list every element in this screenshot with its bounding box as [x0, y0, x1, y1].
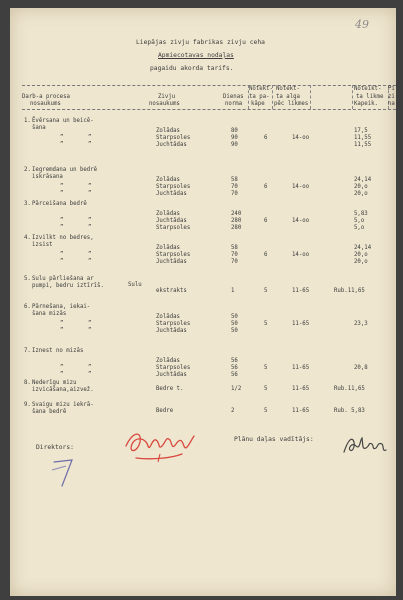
fish-name: Starpsoles	[156, 225, 191, 231]
process-name: Iznest no mizās	[32, 348, 84, 354]
daily-norm: 240	[231, 211, 242, 217]
ditto-mark: ”	[88, 328, 92, 334]
wage-rate: 11-65	[292, 365, 310, 371]
row-number: 8.	[24, 380, 31, 386]
ditto-mark: ”	[60, 225, 64, 231]
grade-category: 5	[264, 321, 268, 327]
daily-norm: 70	[231, 191, 238, 197]
director-label: Direktors:	[36, 444, 74, 451]
ditto-mark: ”	[60, 259, 64, 265]
col-header-cat-c-2: ta likme	[356, 94, 384, 100]
process-name: Nederīgu mizu	[32, 380, 77, 386]
col-header-cat-d-1: Pi	[388, 86, 395, 92]
col-header-cat-d-2: zi	[388, 94, 395, 100]
fish-name: Zolādas	[156, 211, 180, 217]
daily-norm: 280	[231, 218, 242, 224]
process-name: Ēvērsana un beicē-	[32, 118, 94, 124]
col-header-cat-b-1: Notekt-	[276, 86, 300, 92]
col-header-fish-1: Zivju	[158, 94, 176, 100]
ditto-mark: ”	[60, 135, 64, 141]
daily-norm: 56	[231, 365, 238, 371]
wage-rate: 11-65	[292, 321, 310, 327]
fish-name: Starpsoles	[156, 184, 191, 190]
process-name: Sulu pārliešana ar	[32, 276, 94, 282]
grade-category: 5	[264, 408, 268, 414]
title-line-3: pagaidu akorda tarifs.	[150, 65, 234, 72]
grade-category: 6	[264, 135, 268, 141]
title-line-1: Liepājas zivju fabrikas zivju ceha	[136, 39, 265, 46]
daily-norm: 70	[231, 252, 238, 258]
daily-norm: 1	[231, 288, 235, 294]
process-name: Pārnešana, iekai-	[32, 304, 91, 310]
piece-rate: 20,8	[354, 365, 368, 371]
ditto-mark: ”	[60, 372, 64, 378]
piece-rate: 17,5	[354, 128, 368, 134]
col-header-cat-a-1: Notekt-	[249, 86, 273, 92]
ditto-mark: ”	[88, 184, 92, 190]
fish-name: Starpsoles	[156, 135, 191, 141]
daily-norm: 70	[231, 259, 238, 265]
piece-rate: 24,14	[354, 245, 372, 251]
piece-rate: 5,o	[354, 225, 365, 231]
plan-head-signature-icon	[342, 432, 390, 458]
process-name: pumpi, bedru iztīrīš.	[32, 283, 104, 289]
row-number: 7.	[24, 348, 31, 354]
piece-rate: Rub.11,65	[334, 288, 365, 294]
col-header-cat-d-3: na	[388, 101, 395, 107]
daily-norm: 56	[231, 372, 238, 378]
fish-name: Zolādas	[156, 358, 180, 364]
daily-norm: 70	[231, 184, 238, 190]
ditto-mark: ”	[88, 372, 92, 378]
fish-name: Starpsoles	[156, 365, 191, 371]
piece-rate: 11,55	[354, 142, 372, 148]
grade-category: 6	[264, 218, 268, 224]
ditto-mark: ”	[88, 259, 92, 265]
ditto-mark: ”	[60, 252, 64, 258]
piece-rate: 20,o	[354, 259, 368, 265]
piece-rate: 5,83	[354, 211, 368, 217]
plan-head-label: Plānu daļas vadītājs:	[234, 436, 314, 443]
grade-category: 6	[264, 252, 268, 258]
ditto-mark: ”	[60, 365, 64, 371]
wage-rate: 11-65	[292, 288, 310, 294]
col-header-cat-b-2: ta alga	[276, 94, 300, 100]
daily-norm: 50	[231, 321, 238, 327]
row-number: 3.	[24, 201, 31, 207]
wage-rate: 14-oo	[292, 218, 310, 224]
piece-rate: 5,o	[354, 218, 365, 224]
fish-name: ekstrakts	[156, 288, 187, 294]
ditto-mark: ”	[88, 252, 92, 258]
daily-norm: 50	[231, 328, 238, 334]
piece-rate: 20,o	[354, 191, 368, 197]
daily-norm: 90	[231, 135, 238, 141]
ditto-mark: ”	[88, 225, 92, 231]
col-header-cat-c-1: Noteikt-	[354, 86, 382, 92]
daily-norm: 280	[231, 225, 242, 231]
row-number: 6.	[24, 304, 31, 310]
daily-norm: 90	[231, 142, 238, 148]
fish-name: Juchtādas	[156, 191, 187, 197]
piece-rate: 20,o	[354, 184, 368, 190]
fish-name: Bedre	[156, 408, 174, 414]
fish-name: Juchtādas	[156, 142, 187, 148]
col-header-cat-a-2: ta pa-	[249, 94, 270, 100]
row-number: 5.	[24, 276, 31, 282]
ditto-mark: ”	[88, 365, 92, 371]
ditto-mark: ”	[88, 321, 92, 327]
ditto-mark: ”	[60, 142, 64, 148]
col-header-cat-b-3: pēc likmes	[274, 101, 309, 107]
fish-name: Zolādas	[156, 177, 180, 183]
wage-rate: 11-65	[292, 386, 310, 392]
piece-rate: Rub.11,65	[334, 386, 365, 392]
row-number: 1.	[24, 118, 31, 124]
row-number: 4.	[24, 235, 31, 241]
fish-name: Juchtādas	[156, 328, 187, 334]
fish-name: Juchtādas	[156, 218, 187, 224]
col-header-fish-2: nosaukums	[149, 101, 180, 107]
wage-rate: 11-65	[292, 408, 310, 414]
fish-name: Sulu	[128, 282, 142, 288]
fish-name: Juchtādas	[156, 372, 187, 378]
row-number: 2.	[24, 167, 31, 173]
process-name: šana	[32, 125, 46, 131]
row-number: 9.	[24, 402, 31, 408]
page-number: 49	[355, 18, 369, 31]
daily-norm: 2	[231, 408, 235, 414]
col-header-norm-2: norma	[225, 101, 243, 107]
piece-rate: 24,14	[354, 177, 372, 183]
column-divider	[352, 85, 353, 109]
fish-name: Starpsoles	[156, 321, 191, 327]
margin-mark-icon	[50, 456, 80, 488]
process-name: izvicāšana,aizvež.	[32, 387, 94, 393]
ditto-mark: ”	[88, 142, 92, 148]
piece-rate: Rub. 5,83	[334, 408, 365, 414]
daily-norm: 56	[231, 358, 238, 364]
document-page	[10, 8, 396, 596]
title-line-2: Apmiecotavas nodaļas	[158, 52, 234, 59]
fish-name: Zolādas	[156, 128, 180, 134]
col-header-process-1: Darb-a procesa	[22, 94, 70, 100]
daily-norm: 58	[231, 177, 238, 183]
col-header-cat-c-3: Kapeik.	[354, 101, 378, 107]
process-name: iskrāsana	[32, 174, 63, 180]
process-name: Iegremdana un bedrē	[32, 167, 98, 173]
fish-name: Zolādas	[156, 314, 180, 320]
wage-rate: 14-oo	[292, 184, 310, 190]
ditto-mark: ”	[60, 184, 64, 190]
daily-norm: 58	[231, 245, 238, 251]
col-header-cat-a-3: kāpe	[251, 101, 265, 107]
ditto-mark: ”	[88, 191, 92, 197]
ditto-mark: ”	[88, 218, 92, 224]
fish-name: Juchtādas	[156, 259, 187, 265]
table-header-rule	[22, 109, 396, 110]
wage-rate: 14-oo	[292, 135, 310, 141]
ditto-mark: ”	[60, 321, 64, 327]
process-name: izsist	[32, 242, 53, 248]
column-divider	[310, 85, 311, 109]
ditto-mark: ”	[88, 135, 92, 141]
col-header-norm-1: Dienas	[223, 94, 244, 100]
fish-name: Bedre t.	[156, 386, 184, 392]
daily-norm: 50	[231, 314, 238, 320]
process-name: Svaigu mizu iekrā-	[32, 402, 94, 408]
process-name: Izvilkt no bedres,	[32, 235, 94, 241]
col-header-process-2: nosaukums	[30, 101, 61, 107]
fish-name: Zolādas	[156, 245, 180, 251]
piece-rate: 11,55	[354, 135, 372, 141]
grade-category: 6	[264, 184, 268, 190]
piece-rate: 23,3	[354, 321, 368, 327]
grade-category: 5	[264, 386, 268, 392]
table-top-rule	[22, 85, 396, 86]
grade-category: 5	[264, 365, 268, 371]
ditto-mark: ”	[60, 191, 64, 197]
director-signature-icon	[122, 424, 202, 464]
fish-name: Starpsoles	[156, 252, 191, 258]
daily-norm: 1/2	[231, 386, 242, 392]
process-name: šana mizās	[32, 311, 67, 317]
ditto-mark: ”	[60, 218, 64, 224]
process-name: šana bedrē	[32, 409, 67, 415]
grade-category: 5	[264, 288, 268, 294]
daily-norm: 80	[231, 128, 238, 134]
wage-rate: 14-oo	[292, 252, 310, 258]
ditto-mark: ”	[60, 328, 64, 334]
piece-rate: 20,o	[354, 252, 368, 258]
process-name: Pārceišana bedrē	[32, 201, 87, 207]
